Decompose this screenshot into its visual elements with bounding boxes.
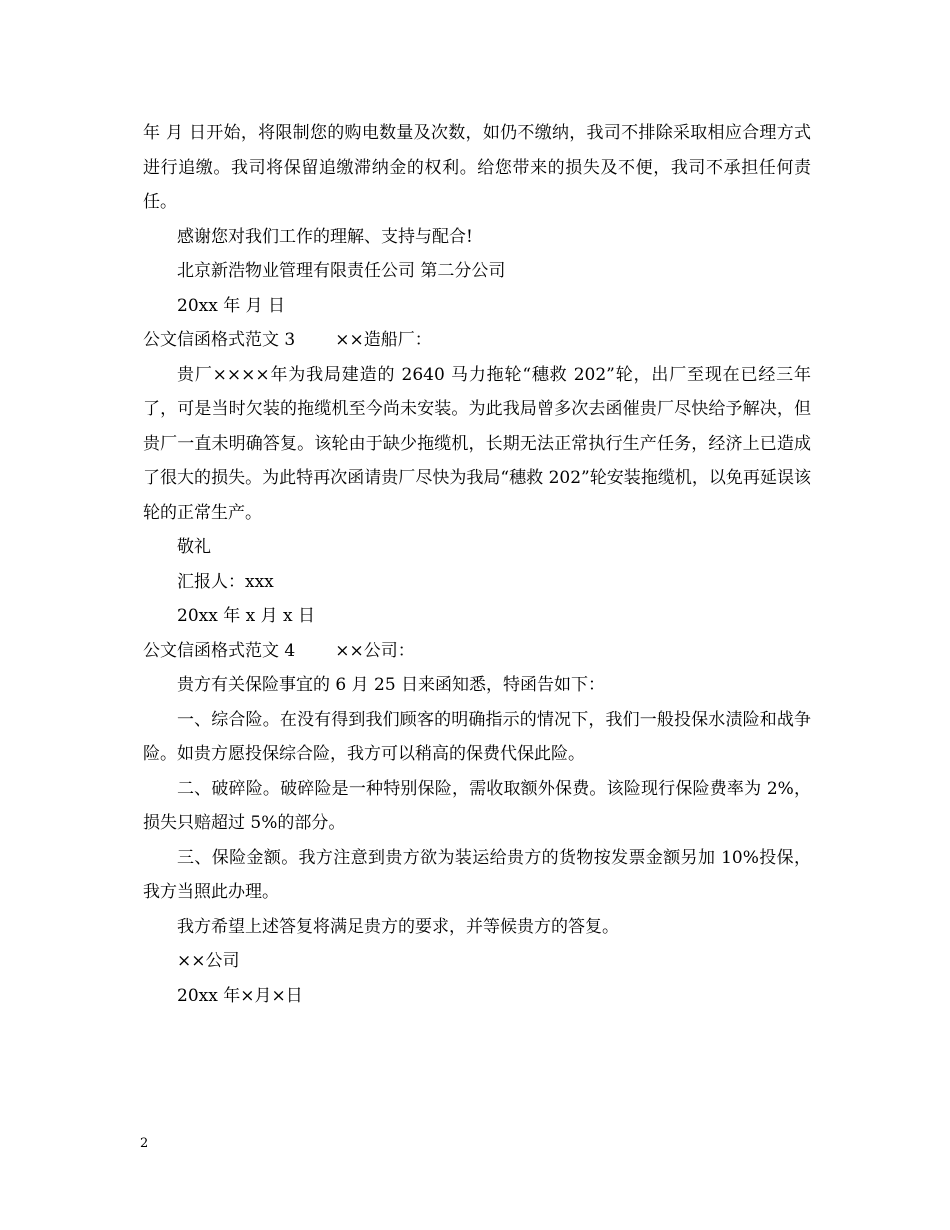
paragraph-company-signature: 北京新浩物业管理有限责任公司 第二分公司 <box>177 261 506 281</box>
section4-closing: 我方希望上述答复将满足贵方的要求，并等候贵方的答复。 <box>177 916 619 937</box>
section4-item-comprehensive: 一、综合险。在没有得到我们顾客的明确指示的情况下，我们一般投保水渍险和战争险。如贵方愿投保综合险，我方可以稍高的保费代保此险。 <box>143 709 811 764</box>
section4-date: 20xx 年×月×日 <box>177 985 303 1006</box>
section3-date: 20xx 年 x 月 x 日 <box>177 606 316 626</box>
section-heading-4 <box>143 634 811 669</box>
paragraph-thanks: 感谢您对我们工作的理解、支持与配合! <box>177 226 473 247</box>
section-recipient-3: ××造船厂： <box>335 330 432 350</box>
section3-reporter: 汇报人：xxx <box>177 571 274 592</box>
section4-signature: ××公司 <box>177 951 240 971</box>
section-heading-3 <box>143 323 811 358</box>
section4-item-breakage: 二、破碎险。破碎险是一种特别保险，需收取额外保费。该险现行保险费率为 2%，损失只赔超过 5%的部分。 <box>143 778 811 833</box>
section-title-3: 公文信函格式范文 3 <box>143 330 296 350</box>
section-recipient-4: ××公司： <box>335 640 415 661</box>
section-title-4: 公文信函格式范文 4 <box>143 640 296 661</box>
paragraph-date: 20xx 年 月 日 <box>177 295 286 316</box>
section4-item-amount: 三、保险金额。我方注意到贵方欲为装运给贵方的货物按发票金额另加 10%投保，我方当照此办理。 <box>143 847 811 902</box>
section3-body-paragraph: 贵厂××××年为我局建造的 2640 马力拖轮“穗救 202”轮，出厂至现在已经三年了，可是当时欠装的拖缆机至今尚未安装。为此我局曾多次去函催贵厂尽快给予解决，但贵厂一直未明确答复。该轮由于缺少拖缆机，长期无法正常执行生产任务，经济上已造成了很大的损失。为此特再次函请贵厂尽快为我局“穗救 202”轮安装拖缆机，以免再延误该轮的正常生产。 <box>143 364 811 523</box>
paragraph-continuation: 年 月 日开始，将限制您的购电数量及次数，如仍不缴纳，我司不排除采取相应合理方式进行追缴。我司将保留追缴滞纳金的权利。给您带来的损失及不便，我司不承担任何责任。 <box>143 123 811 212</box>
document-body <box>143 116 811 1013</box>
section3-salutation: 敬礼 <box>177 537 211 557</box>
section4-intro: 贵方有关保险事宜的 6 月 25 日来函知悉，特函告如下： <box>177 675 606 695</box>
page-number: 2 <box>140 1136 149 1151</box>
